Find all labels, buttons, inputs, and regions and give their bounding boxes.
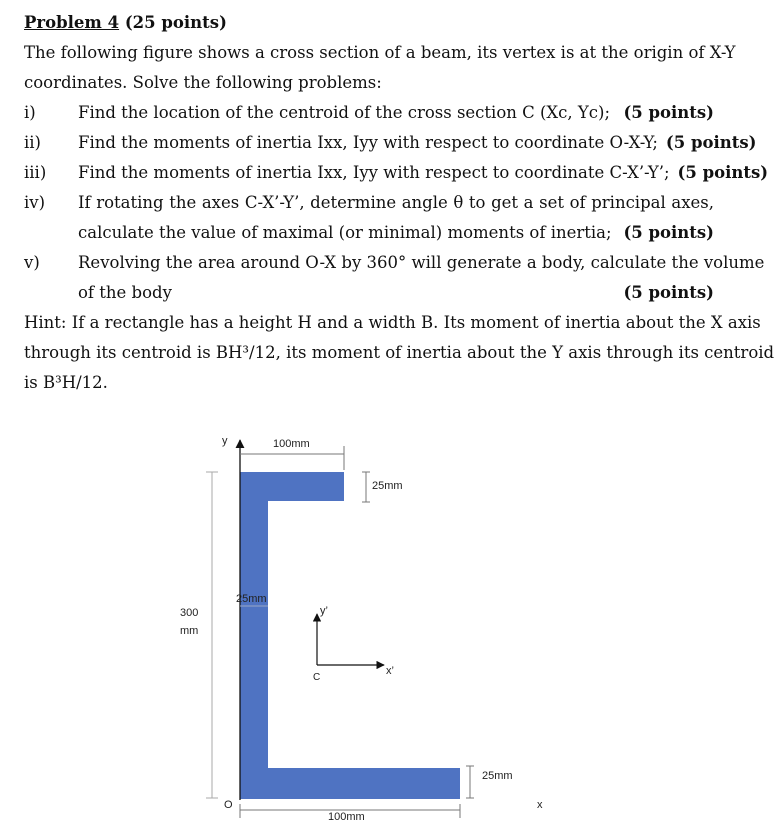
bottom-width-label: 100mm <box>328 811 365 823</box>
task-text: Find the moments of inertia Ixx, Iyy with respect to coordinate C-X’-Y’; <box>78 163 670 182</box>
height-value-label: 300 <box>180 607 199 619</box>
task-points: (5 points) <box>665 133 757 152</box>
bottom-flange-dimension <box>466 766 474 798</box>
task-number: ii) <box>24 133 41 152</box>
task-points: (5 points) <box>677 163 769 182</box>
task-number: iv) <box>24 193 46 212</box>
bottom-flange-label: 25mm <box>482 770 513 782</box>
task-text-continued: of the body <box>78 283 172 302</box>
task-text: Revolving the area around O-X by 360° will generate a body, calculate the volume <box>78 253 765 272</box>
task-points: (5 points) <box>623 103 714 122</box>
intro-line-1: The following figure shows a cross section of a beam, its vertex is at the origin of X-Y <box>24 43 736 62</box>
height-unit-label: mm <box>180 625 199 637</box>
centroid-label: C <box>313 672 321 683</box>
hint-line-3: is B³H/12. <box>24 373 108 392</box>
x-axis-label: x <box>537 799 543 811</box>
task-points: (5 points) <box>623 223 714 242</box>
task-text-continued: calculate the value of maximal (or minimal) moments of inertia; <box>78 223 612 242</box>
top-width-label: 100mm <box>273 438 310 450</box>
task-points: (5 points) <box>623 283 714 302</box>
task-text: If rotating the axes C-X’-Y’, determine angle θ to get a set of principal axes, <box>78 193 714 212</box>
task-number: iii) <box>24 163 47 182</box>
origin-label: O <box>224 799 233 811</box>
top-flange-label: 25mm <box>372 480 403 492</box>
hint-line-1: Hint: If a rectangle has a height H and a width B. Its moment of inertia about the X axis <box>24 313 761 332</box>
y-axis-label: y <box>222 435 228 447</box>
web-shape <box>240 472 268 799</box>
bottom-flange-shape <box>240 768 460 799</box>
height-dimension <box>206 472 218 798</box>
task-text: Find the location of the centroid of the cross section C (Xc, Yc); <box>78 103 611 122</box>
x-prime-label: x’ <box>386 665 394 677</box>
y-prime-label: y’ <box>320 605 328 617</box>
task-number: i) <box>24 103 36 122</box>
problem-total-points: (25 points) <box>124 13 227 32</box>
task-text: Find the moments of inertia Ixx, Iyy with respect to coordinate O-X-Y; <box>78 133 658 152</box>
top-flange-dimension <box>362 472 370 502</box>
hint-line-2: through its centroid is BH³/12, its moment of inertia about the Y axis through its centroid <box>24 343 774 362</box>
intro-line-2: coordinates. Solve the following problems: <box>24 73 382 92</box>
web-thickness-label: 25mm <box>236 593 267 605</box>
task-number: v) <box>24 253 40 272</box>
problem-title: Problem 4 <box>24 13 120 32</box>
